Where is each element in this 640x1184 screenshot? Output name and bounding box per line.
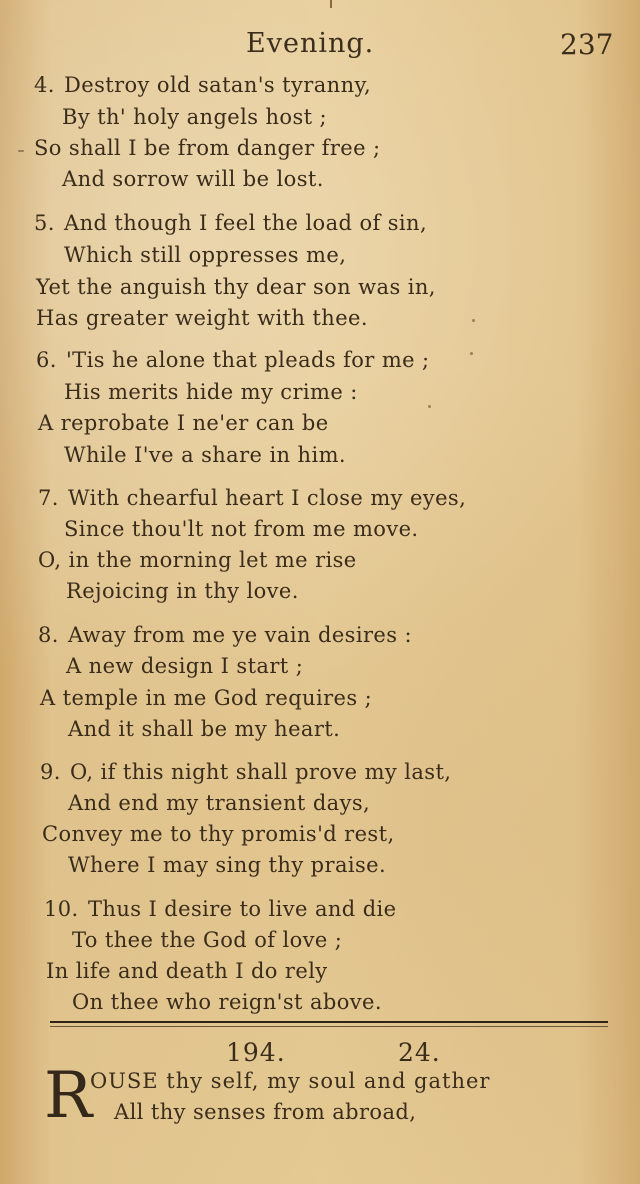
tune-number: 24. bbox=[398, 1038, 441, 1067]
stanza-line: 4. Destroy old satan's tyranny, bbox=[34, 73, 372, 97]
stanza-line: A new design I start ; bbox=[66, 654, 304, 678]
page-number: 237 bbox=[560, 28, 614, 61]
stanza-line: 8. Away from me ye vain desires : bbox=[38, 623, 412, 647]
paper-speck bbox=[428, 405, 431, 408]
stanza-line: And sorrow will be lost. bbox=[62, 167, 324, 191]
hymn-second-line: All thy senses from abroad, bbox=[114, 1100, 417, 1124]
stanza-line: Convey me to thy promis'd rest, bbox=[42, 822, 395, 846]
stanza-line: 10. Thus I desire to live and die bbox=[44, 897, 397, 921]
stanza-line: 7. With chearful heart I close my eyes, bbox=[38, 486, 467, 510]
stanza-number: 4. bbox=[34, 73, 55, 97]
paper-speck bbox=[18, 150, 24, 152]
stanza-line: In life and death I do rely bbox=[46, 959, 328, 983]
paper-speck bbox=[472, 319, 475, 322]
stanza-line: Since thou'lt not from me move. bbox=[64, 517, 419, 541]
stanza-line: His merits hide my crime : bbox=[64, 380, 358, 404]
stanza-line: And end my transient days, bbox=[68, 791, 371, 815]
stanza-line: A temple in me God requires ; bbox=[40, 686, 373, 710]
stanza-line: And it shall be my heart. bbox=[68, 717, 341, 741]
stanza-line: 6. 'Tis he alone that pleads for me ; bbox=[36, 348, 430, 372]
stanza-line: Has greater weight with thee. bbox=[36, 306, 368, 330]
section-divider-fine bbox=[50, 1026, 608, 1027]
section-divider bbox=[50, 1021, 608, 1023]
stanza-line: Yet the anguish thy dear son was in, bbox=[36, 275, 436, 299]
stanza-line: So shall I be from danger free ; bbox=[34, 136, 381, 160]
stanza-line: O, in the morning let me rise bbox=[38, 548, 357, 572]
stanza-number: 6. bbox=[36, 348, 57, 372]
stanza-line: By th' holy angels host ; bbox=[62, 105, 328, 129]
stanza-line: To thee the God of love ; bbox=[72, 928, 343, 952]
stanza-line: Which still oppresses me, bbox=[64, 243, 347, 267]
stanza-number: 7. bbox=[38, 486, 59, 510]
drop-cap: R bbox=[44, 1059, 93, 1133]
stanza-line: Where I may sing thy praise. bbox=[68, 853, 387, 877]
stanza-line: While I've a share in him. bbox=[64, 443, 346, 467]
stanza-line: 9. O, if this night shall prove my last, bbox=[40, 760, 452, 784]
stanza-number: 10. bbox=[44, 897, 79, 921]
stanza-line: On thee who reign'st above. bbox=[72, 990, 382, 1014]
stanza-number: 5. bbox=[34, 211, 55, 235]
hymn-first-line: OUSE thy self, my soul and gather bbox=[90, 1069, 491, 1093]
hymn-number: 194. bbox=[226, 1038, 286, 1067]
stanza-line: Rejoicing in thy love. bbox=[66, 579, 299, 603]
stanza-line: A reprobate I ne'er can be bbox=[38, 411, 329, 435]
stanza-number: 9. bbox=[40, 760, 61, 784]
stanza-number: 8. bbox=[38, 623, 59, 647]
top-edge-mark bbox=[330, 0, 332, 8]
paper-speck bbox=[470, 352, 473, 355]
stanza-line: 5. And though I feel the load of sin, bbox=[34, 211, 428, 235]
running-head-title: Evening. bbox=[246, 28, 375, 59]
